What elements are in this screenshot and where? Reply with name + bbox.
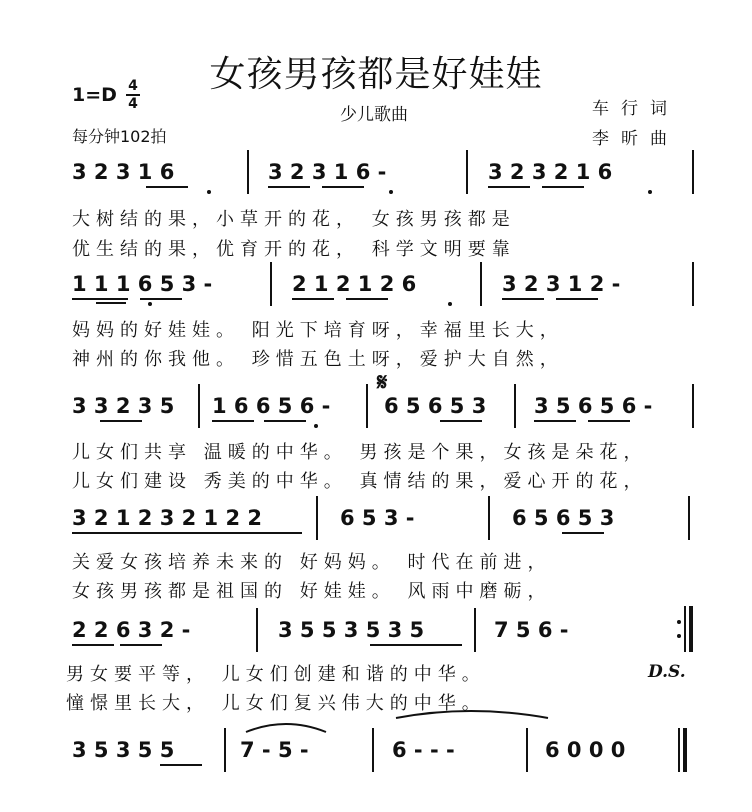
time-signature-bottom: 4 [126,94,140,112]
notes-r4-m3: 6 5 6 5 3 [512,506,615,530]
notes-r3-m4: 3 5 6 5 6 - [534,394,653,418]
notes-r5-m3: 7 5 6 - [494,618,569,642]
notes-r3-m3: 6 5 6 5 3 [384,394,487,418]
song-title: 女孩男孩都是好娃娃 [209,54,543,95]
notes-r1-m2: 3 2 3 1 6 - [268,160,387,184]
notes-r5-m1: 2 2 6 3 2 - [72,618,191,642]
lyric-r1-v2: 优生结的果，优育开的花， 科学文明要靠 [72,239,516,260]
notes-r2-m2: 2 1 2 1 2 6 [292,272,417,296]
notes-r6-m3: 6 - - - [392,738,455,762]
notes-r3-m2: 1 6 6 5 6 - [212,394,331,418]
lyric-r5-v1: 男女要平等， 儿女们创建和谐的中华。 [66,664,486,685]
lyric-r2-v2: 神州的你我他。 珍惜五色土呀，爱护大自然， [72,349,564,370]
lyric-r3-v2: 儿女们建设 秀美的中华。 真情结的果，爱心开的花， [72,471,648,492]
segno-mark: 𝄋 [377,368,388,396]
notes-r1-m1: 3 2 3 1 6 [72,160,175,184]
notes-r4-m1: 3 2 1 2 3 2 1 2 2 [72,506,262,530]
notes-r2-m3: 3 2 3 1 2 - [502,272,621,296]
tie [246,724,326,732]
song-genre: 少儿歌曲 [340,105,408,125]
lyric-r4-v1: 关爱女孩培养未来的 好妈妈。 时代在前进， [72,552,552,573]
tempo-marking: 每分钟102拍 [72,127,167,146]
notes-r5-m2: 3 5 5 3 5 3 5 [278,618,425,642]
lyric-r2-v1: 妈妈的好娃娃。 阳光下培育呀，幸福里长大， [72,320,564,341]
notes-r6-m1: 3 5 3 5 5 [72,738,175,762]
lyricist-credit: 车行词 [592,99,679,119]
notes-r4-m2: 6 5 3 - [340,506,415,530]
lyric-r4-v2: 女孩男孩都是祖国的 好娃娃。 风雨中磨砺， [72,581,552,602]
notes-r1-m3: 3 2 3 2 1 6 [488,160,613,184]
dal-segno-mark: D.S. [648,662,686,682]
lyric-r1-v1: 大树结的果，小草开的花， 女孩男孩都是 [72,209,516,230]
notes-r2-m1: 1 1 1 6 5 3 - [72,272,213,296]
notes-r6-m4: 6 0 0 0 [545,738,626,762]
tie [396,711,548,718]
key-signature: 1=D [72,84,117,106]
notes-r3-m1: 3 3 2 3 5 [72,394,175,418]
time-signature-top: 4 [128,78,138,94]
lyric-r3-v1: 儿女们共享 温暖的中华。 男孩是个果，女孩是朵花， [72,442,648,463]
lyric-r5-v2: 憧憬里长大， 儿女们复兴伟大的中华。 [66,693,486,714]
notes-r6-m2: 7 - 5 - [240,738,309,762]
composer-credit: 李昕曲 [592,129,679,149]
